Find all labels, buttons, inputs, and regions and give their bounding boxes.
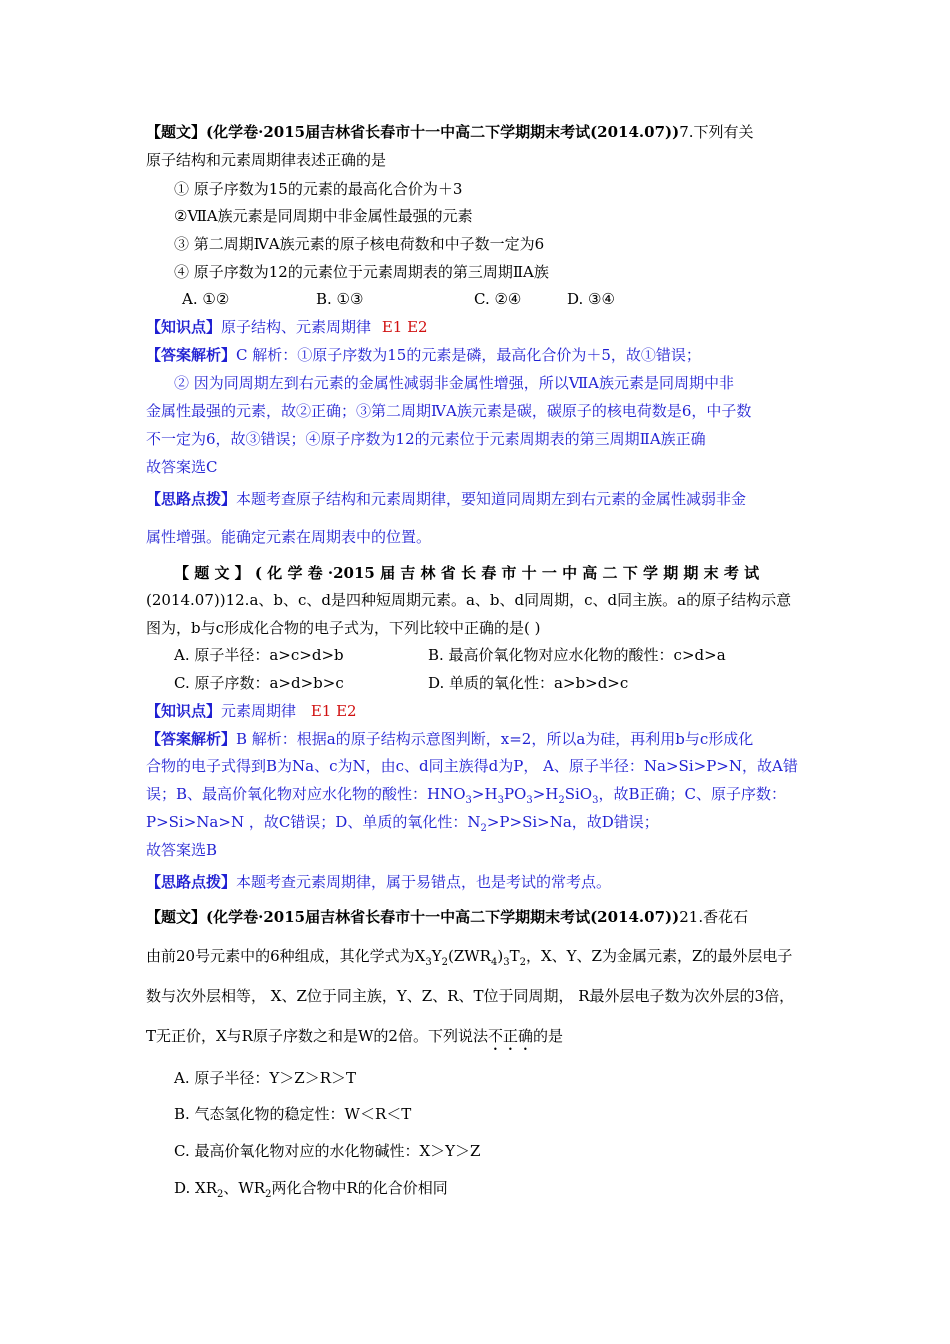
q2-answer-text-3c: PO bbox=[503, 785, 527, 803]
q2-tip-tag: 【思路点拨】 bbox=[146, 873, 237, 891]
q2-answer-text-3d: >H bbox=[532, 785, 559, 803]
subscript: 2 bbox=[519, 957, 526, 968]
q1-knowledge-text: 原子结构、元素周期律 bbox=[221, 318, 372, 336]
subscript: 2 bbox=[558, 795, 565, 806]
q2-answer-tag: 【答案解析】 bbox=[146, 730, 237, 748]
q1-option-c: C. ②④ bbox=[474, 290, 522, 308]
q1-tag: 【题文】 bbox=[146, 123, 207, 141]
q1-knowledge-tag: 【知识点】 bbox=[146, 318, 222, 336]
q1-option-b: B. ①③ bbox=[316, 290, 364, 308]
q1-answer-text-1: C 解析：①原子序数为15的元素是磷，最高化合价为＋5，故①错误； bbox=[236, 346, 701, 364]
subscript: 4 bbox=[490, 957, 498, 968]
q1-knowledge-codes: E1 E2 bbox=[381, 318, 428, 336]
subscript: 3 bbox=[592, 795, 599, 806]
q3-option-d bbox=[174, 1178, 448, 1198]
subscript: 2 bbox=[441, 957, 448, 968]
q2-answer-text-3f: ，故B正确；C、原子序数： bbox=[598, 785, 786, 803]
q3-stem-4 bbox=[146, 1026, 563, 1054]
q1-knowledge bbox=[146, 317, 428, 337]
q3-option-d-c: 两化合物中R的化合价相同 bbox=[271, 1179, 448, 1197]
q3-option-d-b: 、WR bbox=[223, 1179, 266, 1197]
q2-answer-text-3b: >H bbox=[471, 785, 498, 803]
q3-stem-3: 数与次外层相等， X、Z位于同主族，Y、Z、R、T位于同周期， R最外层电子数为次外层的3倍， bbox=[146, 987, 795, 1005]
q3-option-c: C. 最高价氧化物对应的水化物碱性：X＞Y＞Z bbox=[174, 1142, 481, 1160]
q2-answer-text-4a: P>Si>Na>N ，故C错误；D、单质的氧化性：N bbox=[146, 813, 481, 831]
q2-knowledge-text: 元素周期律 bbox=[221, 702, 297, 720]
q1-answer-line-4: 不一定为6，故③错误；④原子序数为12的元素位于元素周期表的第三周期ⅡA族正确 bbox=[146, 430, 706, 448]
q3-stem-2a: 由前20号元素中的6种组成，其化学式为X bbox=[146, 947, 426, 965]
q2-option-a: A. 原子半径：a>c>d>b bbox=[174, 646, 344, 664]
q2-answer-line-3 bbox=[146, 784, 786, 804]
q1-tip-tag: 【思路点拨】 bbox=[146, 490, 237, 508]
q1-source: (化学卷·2015届吉林省长春市十一中高二下学期期末考试(2014.07)) bbox=[206, 123, 680, 141]
q2-stem-1: (2014.07))12.a、b、c、d是四种短周期元素。a、b、d同周期，c、d同主族。a的原子结构示意 bbox=[146, 591, 792, 609]
q1-number-stem: 7.下列有关 bbox=[679, 123, 754, 141]
q1-option-d: D. ③④ bbox=[567, 290, 615, 308]
q3-stem-2b: Y bbox=[431, 947, 442, 965]
q1-tip-text-1: 本题考查原子结构和元素周期律，要知道同周期左到右元素的金属性减弱非金 bbox=[236, 490, 747, 508]
q3-option-a: A. 原子半径：Y＞Z＞R＞T bbox=[174, 1069, 356, 1087]
q1-answer-line-1 bbox=[146, 345, 701, 365]
q2-answer-line-2: 合物的电子式得到B为Na、c为N，由c、d同主族得d为P， A、原子半径：Na>Si>P>N，故A错 bbox=[146, 757, 798, 775]
q2-answer-line-4 bbox=[146, 812, 659, 832]
subscript: 3 bbox=[465, 795, 472, 806]
subscript: 3 bbox=[497, 795, 504, 806]
q2-answer-line-1 bbox=[146, 729, 753, 749]
q2-stem-2: 图为，b与c形成化合物的电子式为，下列比较中正确的是( ) bbox=[146, 619, 541, 637]
q3-stem-2 bbox=[146, 946, 792, 966]
subscript: 3 bbox=[526, 795, 533, 806]
q2-option-b: B. 最高价氧化物对应水化物的酸性：c>d>a bbox=[428, 646, 726, 664]
q1-item-4: ④ 原子序数为12的元素位于元素周期表的第三周期ⅡA族 bbox=[174, 263, 549, 281]
q1-tip-line-2: 属性增强。能确定元素在周期表中的位置。 bbox=[146, 528, 432, 546]
q3-option-d-a: D. XR bbox=[174, 1179, 218, 1197]
subscript: 2 bbox=[217, 1189, 224, 1200]
q2-knowledge bbox=[146, 701, 357, 721]
q1-option-a: A. ①② bbox=[182, 290, 230, 308]
q3-stem-2d: ) bbox=[497, 947, 504, 965]
q2-option-c: C. 原子序数：a>d>b>c bbox=[174, 674, 344, 692]
q3-emphasis-not-correct: 不正确 bbox=[487, 1027, 533, 1045]
subscript: 3 bbox=[503, 957, 510, 968]
subscript: 3 bbox=[425, 957, 432, 968]
q2-answer-text-4b: >P>Si>Na，故D错误； bbox=[486, 813, 659, 831]
q1-item-1: ① 原子序数为15的元素的最高化合价为＋3 bbox=[174, 180, 463, 198]
q3-stem-4c: 的是 bbox=[532, 1027, 563, 1045]
q1-answer-line-2: ② 因为同周期左到右元素的金属性减弱非金属性增强，所以ⅦA族元素是同周期中非 bbox=[174, 374, 734, 392]
q3-stem-4a: T无正价，X与R原子序数之和是W的2倍。下列说法 bbox=[146, 1027, 488, 1045]
q2-tip bbox=[146, 872, 611, 892]
q2-source: ( 化 学 卷 ·2015 届 吉 林 省 长 春 市 十 一 中 高 二 下 学 期 期 末 考 试 bbox=[254, 564, 760, 582]
q1-item-2: ②ⅦA族元素是同周期中非金属性最强的元素 bbox=[174, 207, 473, 225]
q2-knowledge-codes: E1 E2 bbox=[310, 702, 357, 720]
subscript: 2 bbox=[265, 1189, 272, 1200]
q1-answer-line-3: 金属性最强的元素，故②正确；③第二周期ⅣA族元素是碳，碳原子的核电荷数是6，中子数 bbox=[146, 402, 752, 420]
q3-stem-2c: (ZWR bbox=[447, 947, 491, 965]
q2-answer-text-3a: 误；B、最高价氧化物对应水化物的酸性：HNO bbox=[146, 785, 466, 803]
q2-option-d: D. 单质的氧化性：a>b>d>c bbox=[428, 674, 629, 692]
q2-header bbox=[174, 563, 759, 583]
q2-answer-text-3e: SiO bbox=[564, 785, 593, 803]
q1-header bbox=[146, 122, 754, 142]
q3-number-stem: 21.香花石 bbox=[679, 908, 749, 926]
q3-option-b: B. 气态氢化物的稳定性：W＜R＜T bbox=[174, 1105, 412, 1123]
q2-tip-text: 本题考查元素周期律，属于易错点，也是考试的常考点。 bbox=[236, 873, 612, 891]
q2-answer-line-5: 故答案选B bbox=[146, 841, 218, 859]
q2-answer-text-1: B 解析：根据a的原子结构示意图判断，x=2，所以a为硅，再利用b与c形成化 bbox=[236, 730, 754, 748]
q2-tag: 【 题 文 】 bbox=[174, 564, 250, 582]
q1-stem: 原子结构和元素周期律表述正确的是 bbox=[146, 151, 387, 169]
q1-answer-line-5: 故答案选C bbox=[146, 458, 218, 476]
q2-knowledge-tag: 【知识点】 bbox=[146, 702, 222, 720]
q3-stem-2f: ，X、Y、Z为金属元素，Z的最外层电子 bbox=[525, 947, 793, 965]
q3-source: (化学卷·2015届吉林省长春市十一中高二下学期期末考试(2014.07)) bbox=[206, 908, 680, 926]
q3-header bbox=[146, 907, 748, 927]
subscript: 2 bbox=[480, 823, 487, 834]
q3-tag: 【题文】 bbox=[146, 908, 207, 926]
q3-stem-2e: T bbox=[509, 947, 520, 965]
q1-answer-tag: 【答案解析】 bbox=[146, 346, 237, 364]
q1-item-3: ③ 第二周期ⅣA族元素的原子核电荷数和中子数一定为6 bbox=[174, 235, 545, 253]
q1-tip-line-1 bbox=[146, 489, 746, 509]
